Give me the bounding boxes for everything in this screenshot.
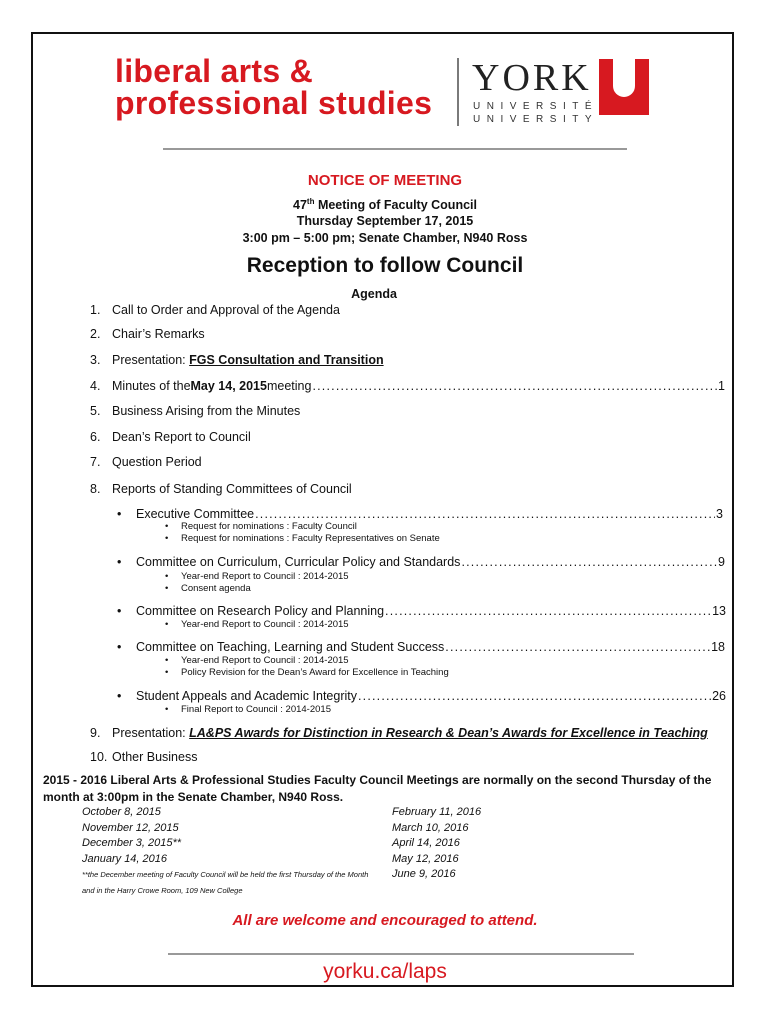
bullet-icon: • (117, 640, 122, 654)
meeting-date-item: June 9, 2016 (392, 868, 456, 880)
sub-item: Policy Revision for the Dean’s Award for Excellence in Teaching (181, 667, 449, 678)
fgs-presentation-link[interactable]: FGS Consultation and Transition (189, 353, 384, 367)
header-rule (163, 148, 627, 150)
sub-item: Request for nominations : Faculty Council (181, 521, 357, 532)
committee-teaching: Committee on Teaching, Learning and Student Success ..... 18 (136, 640, 725, 654)
page-ref: 1 (718, 379, 725, 393)
meeting-date-item: February 11, 2016 (392, 806, 482, 818)
meeting-time-place: 3:00 pm – 5:00 pm; Senate Chamber, N940 Ross (242, 231, 528, 245)
sub-bullet-icon: • (165, 533, 169, 544)
meeting-date-item: November 12, 2015 (82, 821, 179, 834)
universite-text: UNIVERSITÉ (473, 101, 599, 112)
sub-item: Final Report to Council : 2014-2015 (181, 704, 331, 715)
sub-bullet-icon: • (165, 655, 169, 666)
committee-executive: Executive Committee ..... 3 (136, 507, 723, 521)
committee-research: Committee on Research Policy and Planning ..... 13 (136, 604, 726, 618)
university-text: UNIVERSITY (473, 114, 599, 125)
meeting-date-item: May 12, 2016 (392, 852, 459, 865)
sub-item: Year-end Report to Council : 2014-2015 (181, 619, 349, 630)
awards-presentation-link[interactable]: LA&PS Awards for Distinction in Research & Dean’s Awards for Excellence in Teaching (189, 726, 708, 740)
laps-wordmark (115, 55, 432, 119)
meeting-date-item: January 14, 2016 (82, 852, 168, 865)
bullet-icon: • (117, 555, 122, 569)
agenda-item-1: 1. Call to Order and Approval of the Agenda (90, 303, 340, 317)
sub-bullet-icon: • (165, 667, 169, 678)
sub-item: Year-end Report to Council : 2014-2015 (181, 655, 349, 666)
logo-divider (457, 58, 459, 126)
agenda-item-6: 6. Dean’s Report to Council (90, 430, 251, 444)
agenda-item-2: 2. Chair’s Remarks (90, 327, 205, 341)
website-link[interactable]: yorku.ca/laps (323, 960, 447, 983)
dates-right (392, 805, 481, 883)
agenda-item-5: 5. Business Arising from the Minutes (90, 404, 301, 418)
sub-bullet-icon: • (165, 521, 169, 532)
laps-line-2: professional studies (115, 85, 433, 121)
york-wordmark: YORK (472, 57, 592, 99)
laps-line-1: liberal arts & (115, 53, 314, 89)
meeting-date-item: March 10, 2016 (392, 821, 469, 834)
sub-item: Year-end Report to Council : 2014-2015 (181, 571, 349, 582)
december-note: **the December meeting of Faculty Council will be held the first Thursday of the Month and in the Harry Crowe Room, 109 New College (82, 870, 369, 895)
sub-bullet-icon: • (165, 583, 169, 594)
sub-bullet-icon: • (165, 704, 169, 715)
agenda-heading: Agenda (351, 287, 397, 301)
meeting-date-item: April 14, 2016 (392, 837, 460, 849)
agenda-item-8: 8. Reports of Standing Committees of Council (90, 482, 352, 496)
agenda-item-3: 3. Presentation: FGS Consultation and Transition (90, 353, 384, 367)
sub-item: Consent agenda (181, 583, 251, 594)
reception-heading: Reception to follow Council (246, 254, 524, 277)
bullet-icon: • (117, 507, 122, 521)
bullet-icon: • (117, 689, 122, 703)
meeting-date-item: October 8, 2015 (82, 806, 161, 818)
agenda-item-4: 4. Minutes of the May 14, 2015 meeting ..... 1 (90, 379, 725, 393)
dates-left (82, 805, 181, 867)
agenda-item-7: 7. Question Period (90, 455, 202, 469)
bullet-icon: • (117, 604, 122, 618)
committee-appeals: Student Appeals and Academic Integrity ..... 26 (136, 689, 726, 703)
sub-bullet-icon: • (165, 619, 169, 630)
sub-bullet-icon: • (165, 571, 169, 582)
meeting-date-item: December 3, 2015** (82, 837, 182, 849)
footer-rule (168, 953, 634, 955)
meeting-title: 47th Meeting of Faculty Council (293, 197, 477, 213)
agenda-item-10: 10. Other Business (90, 750, 198, 764)
meeting-date: Thursday September 17, 2015 (296, 214, 474, 228)
welcome-message: All are welcome and encouraged to attend. (232, 912, 538, 929)
schedule-intro: 2015 - 2016 Liberal Arts & Professional Studies Faculty Council Meetings are normally on the second Thursday of the month at 3:00pm in the Senate Chamber, N940 Ross. (43, 773, 712, 804)
committee-curriculum: Committee on Curriculum, Curricular Policy and Standards ..... 9 (136, 555, 725, 569)
faculty-logo (115, 55, 655, 130)
sub-item: Request for nominations : Faculty Representatives on Senate (181, 533, 440, 544)
york-u-mark-icon (599, 59, 649, 115)
agenda-item-9: 9. Presentation: LA&PS Awards for Distinction in Research & Dean’s Awards for Excellence in Teaching (90, 726, 708, 740)
notice-heading: NOTICE OF MEETING (307, 172, 463, 189)
